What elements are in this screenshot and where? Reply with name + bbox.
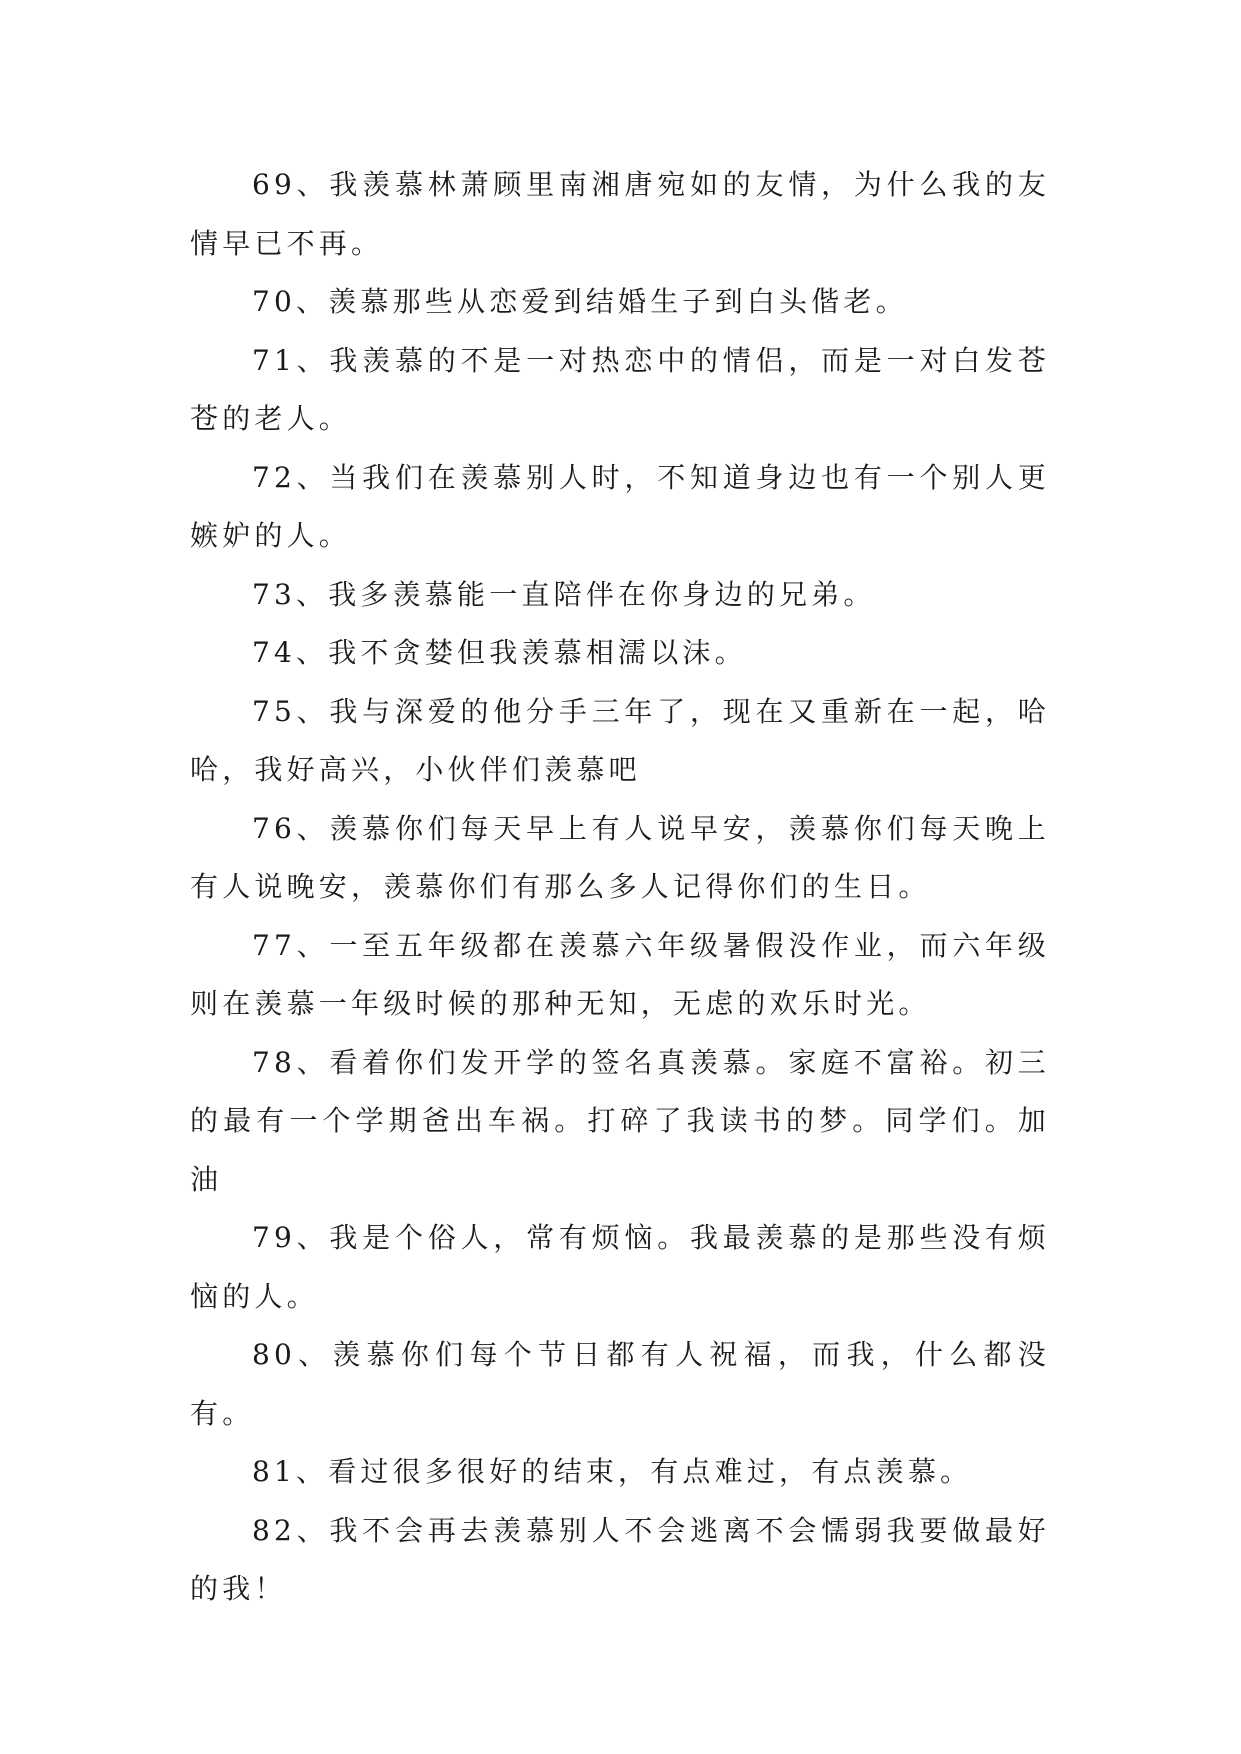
paragraph-79: 79、我是个俗人，常有烦恼。我最羡慕的是那些没有烦恼的人。 — [190, 1221, 1050, 1313]
paragraph-73: 73、我多羡慕能一直陪伴在你身边的兄弟。 — [252, 577, 876, 611]
paragraph-69: 69、我羡慕林萧顾里南湘唐宛如的友情，为什么我的友情早已不再。 — [190, 168, 1050, 260]
paragraph-82: 82、我不会再去羡慕别人不会逃离不会懦弱我要做最好的我！ — [190, 1513, 1050, 1605]
paragraph-71: 71、我羡慕的不是一对热恋中的情侣，而是一对白发苍苍的老人。 — [190, 343, 1050, 435]
paragraph-72: 72、当我们在羡慕别人时，不知道身边也有一个别人更嫉妒的人。 — [190, 460, 1050, 552]
paragraph-80: 80、羡慕你们每个节日都有人祝福，而我，什么都没有。 — [190, 1338, 1050, 1430]
paragraph-70: 70、羡慕那些从恋爱到结婚生子到白头偕老。 — [252, 285, 908, 318]
paragraph-81: 81、看过很多很好的结束，有点难过，有点羡慕。 — [252, 1455, 973, 1488]
paragraph-74: 74、我不贪婪但我羡慕相濡以沫。 — [252, 636, 747, 669]
paragraph-77: 77、一至五年级都在羡慕六年级暑假没作业，而六年级则在羡慕一年级时候的那种无知，无虑的欢乐时光。 — [190, 928, 1050, 1020]
paragraph-78: 78、看着你们发开学的签名真羡慕。家庭不富裕。初三的最有一个学期爸出车祸。打碎了我读书的梦。同学们。加油 — [190, 1045, 1050, 1196]
document-body — [190, 156, 1050, 1619]
paragraph-76: 76、羡慕你们每天早上有人说早安，羡慕你们每天晚上有人说晚安，羡慕你们有那么多人记得你们的生日。 — [190, 811, 1050, 903]
paragraph-75: 75、我与深爱的他分手三年了，现在又重新在一起，哈哈，我好高兴，小伙伴们羡慕吧 — [190, 694, 1050, 786]
